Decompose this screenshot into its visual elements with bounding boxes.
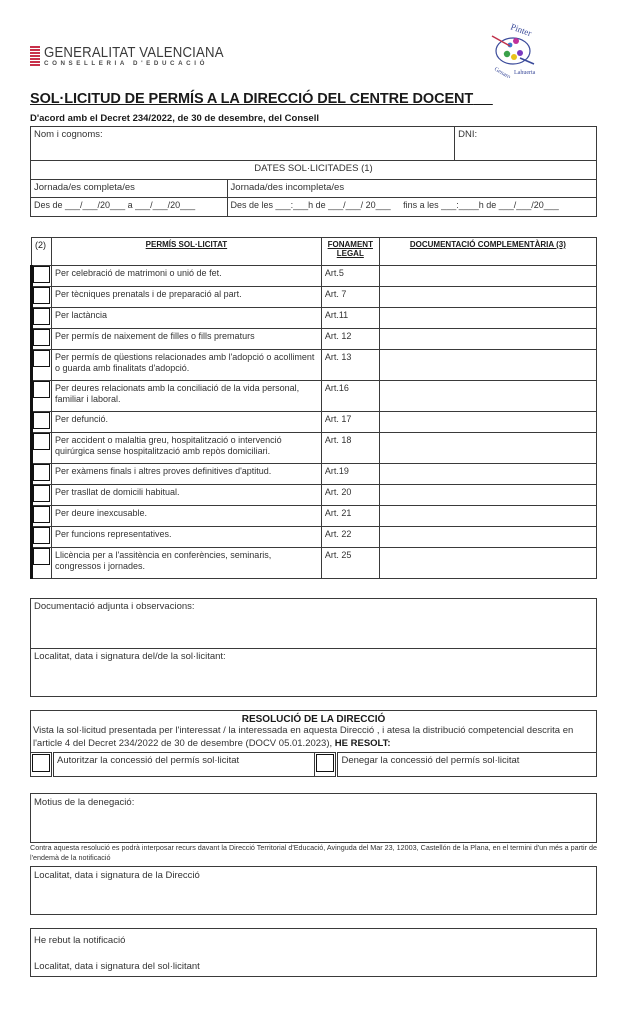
- director-signature-label: Localitat, data i signatura de la Direcció: [34, 870, 200, 881]
- col-num-header: (2): [32, 238, 52, 266]
- permit-checkbox[interactable]: [32, 464, 52, 485]
- name-field[interactable]: [31, 127, 455, 161]
- authorize-label: Autoritzar la concessió del permís sol·licitat: [53, 753, 315, 777]
- resolution-title: RESOLUCIÓ DE LA DIRECCIÓ: [241, 714, 386, 725]
- permit-row: [32, 266, 597, 287]
- svg-text:Lahuerta: Lahuerta: [514, 70, 536, 76]
- permit-article: Art. 13: [321, 350, 379, 381]
- permit-row: [32, 308, 597, 329]
- resolution-table: [30, 710, 597, 777]
- permit-row: [32, 350, 597, 381]
- denial-reasons-label: Motius de la denegació:: [34, 797, 135, 808]
- col-legal-header: FONAMENT LEGAL: [321, 238, 379, 266]
- notification-received-label: He rebut la notificació: [34, 935, 126, 946]
- permit-article: Art.5: [321, 266, 379, 287]
- permit-label: Per funcions representatives.: [51, 527, 321, 548]
- coat-of-arms-icon: [30, 46, 40, 68]
- permit-row: [32, 433, 597, 464]
- school-palette-logo: [480, 18, 546, 78]
- permit-checkbox[interactable]: [32, 433, 52, 464]
- permit-checkbox[interactable]: [32, 381, 52, 412]
- director-signature-field[interactable]: [30, 866, 597, 915]
- permit-article: Art. 20: [321, 485, 379, 506]
- permit-article: Art.11: [321, 308, 379, 329]
- permit-docs-field[interactable]: [379, 485, 596, 506]
- permit-article: Art.19: [321, 464, 379, 485]
- permit-checkbox[interactable]: [32, 287, 52, 308]
- permit-article: Art. 18: [321, 433, 379, 464]
- appeal-note: Contra aquesta resolució es podrà interposar recurs davant la Direcció Territorial d'Educació, Avinguda del Mar 23, 12003, Castellón de la Plana, en el termini d'un més a partir de l'endemà de la notificació: [30, 843, 598, 862]
- permit-row: [32, 485, 597, 506]
- permit-docs-field[interactable]: [379, 548, 596, 579]
- permit-row: [32, 381, 597, 412]
- permit-row: [32, 548, 597, 579]
- permits-header-row: [32, 238, 597, 266]
- observations-table: [30, 598, 597, 697]
- denial-reasons-field[interactable]: [30, 793, 597, 843]
- permit-label: Llicència per a l'assitència en conferències, seminaris, congressos i jornades.: [51, 548, 321, 579]
- permit-checkbox[interactable]: [32, 527, 52, 548]
- full-days-label: Jornada/es completa/es: [31, 180, 228, 198]
- observations-label: Documentació adjunta i observacions:: [34, 601, 195, 612]
- permit-label: Per deure inexcusable.: [51, 506, 321, 527]
- decree-subtitle: D'acord amb el Decret 234/2022, de 30 de desembre, del Consell: [30, 113, 319, 124]
- permit-label: Per permís de naixement de filles o fills prematurs: [51, 329, 321, 350]
- permit-label: Per celebració de matrimoni o unió de fet.: [51, 266, 321, 287]
- permit-checkbox[interactable]: [32, 412, 52, 433]
- permit-docs-field[interactable]: [379, 266, 596, 287]
- permit-row: [32, 464, 597, 485]
- permit-label: Per tècniques prenatals i de preparació al part.: [51, 287, 321, 308]
- permit-docs-field[interactable]: [379, 412, 596, 433]
- deny-label: Denegar la concessió del permís sol·licitat: [337, 753, 597, 777]
- permit-checkbox[interactable]: [32, 548, 52, 579]
- palette-icon: [480, 18, 546, 78]
- permit-checkbox[interactable]: [32, 266, 52, 287]
- permit-checkbox[interactable]: [32, 308, 52, 329]
- full-days-range-field[interactable]: Des de ___/___/20___ a ___/___/20___: [31, 198, 228, 217]
- generalitat-logo: [30, 45, 248, 68]
- permit-label: Per trasllat de domicili habitual.: [51, 485, 321, 506]
- permit-row: [32, 527, 597, 548]
- permit-docs-field[interactable]: [379, 350, 596, 381]
- dni-field[interactable]: [455, 127, 597, 161]
- partial-days-label: Jornada/des incompleta/es: [227, 180, 596, 198]
- permit-checkbox[interactable]: [32, 485, 52, 506]
- permit-row: [32, 329, 597, 350]
- applicant-signature-field[interactable]: [31, 649, 597, 697]
- permit-docs-field[interactable]: [379, 308, 596, 329]
- permits-table: [30, 237, 597, 579]
- permit-docs-field[interactable]: [379, 329, 596, 350]
- svg-text:Pinter: Pinter: [509, 21, 533, 39]
- permit-docs-field[interactable]: [379, 527, 596, 548]
- permit-article: Art. 25: [321, 548, 379, 579]
- page-title: SOL·LICITUD DE PERMÍS A LA DIRECCIÓ DEL CENTRE DOCENT: [30, 91, 474, 107]
- permit-label: Per defunció.: [51, 412, 321, 433]
- deny-checkbox[interactable]: [315, 753, 337, 777]
- permit-docs-field[interactable]: [379, 433, 596, 464]
- permit-checkbox[interactable]: [32, 350, 52, 381]
- partial-days-range-field[interactable]: Des de les ___:___h de ___/___/ 20___ fins a les ___:____h de ___/___/20___: [227, 198, 596, 217]
- permit-article: Art. 12: [321, 329, 379, 350]
- permit-label: Per deures relacionats amb la conciliació de la vida personal, familiar i laboral.: [51, 381, 321, 412]
- permit-label: Per permís de qüestions relacionades amb l'adopció o acolliment o guarda amb finalitats d'adopció.: [51, 350, 321, 381]
- permit-label: Per exàmens finals i altres proves definitives d'aptitud.: [51, 464, 321, 485]
- permit-docs-field[interactable]: [379, 381, 596, 412]
- notification-signature-label: Localitat, data i signatura del sol·licitant: [34, 961, 200, 972]
- resolution-body: Vista la sol·licitud presentada per l'interessat / la interessada en aquesta Direcció , i atesa la distribució competencial descrita en l'article 4 del Decret 234/2022 de 30 de desembre (DOCV 05.01.2023), HE RESOLT:: [33, 725, 574, 749]
- permit-checkbox[interactable]: [32, 329, 52, 350]
- name-label: Nom i cognoms:: [34, 129, 103, 140]
- notification-field[interactable]: [30, 928, 597, 977]
- permit-label: Per lactància: [51, 308, 321, 329]
- observations-field[interactable]: [31, 599, 597, 649]
- col-permit-header: PERMÍS SOL·LICITAT: [51, 238, 321, 266]
- permit-article: Art. 22: [321, 527, 379, 548]
- permit-docs-field[interactable]: [379, 464, 596, 485]
- permit-docs-field[interactable]: [379, 506, 596, 527]
- org-name: GENERALITAT VALENCIANA: [44, 44, 224, 61]
- authorize-checkbox[interactable]: [31, 753, 53, 777]
- permit-article: Art.16: [321, 381, 379, 412]
- applicant-signature-label: Localitat, data i signatura del/de la sol·licitant:: [34, 651, 226, 662]
- svg-text:Genaro: Genaro: [493, 66, 512, 78]
- dni-label: DNI:: [458, 129, 478, 140]
- permit-article: Art. 7: [321, 287, 379, 308]
- dates-header: DATES SOL·LICITADES (1): [31, 161, 597, 180]
- col-docs-header: DOCUMENTACIÓ COMPLEMENTÀRIA (3): [379, 238, 596, 266]
- permit-row: [32, 412, 597, 433]
- permit-docs-field[interactable]: [379, 287, 596, 308]
- permit-article: Art. 17: [321, 412, 379, 433]
- permit-row: [32, 506, 597, 527]
- personal-data-table: [30, 126, 597, 217]
- org-department: CONSELLERIA D'EDUCACIÓ: [44, 60, 208, 67]
- permit-row: [32, 287, 597, 308]
- permit-checkbox[interactable]: [32, 506, 52, 527]
- permit-label: Per accident o malaltia greu, hospitalització o intervenció quirúrgica sense hospitalització amb repòs domiciliari.: [51, 433, 321, 464]
- permit-article: Art. 21: [321, 506, 379, 527]
